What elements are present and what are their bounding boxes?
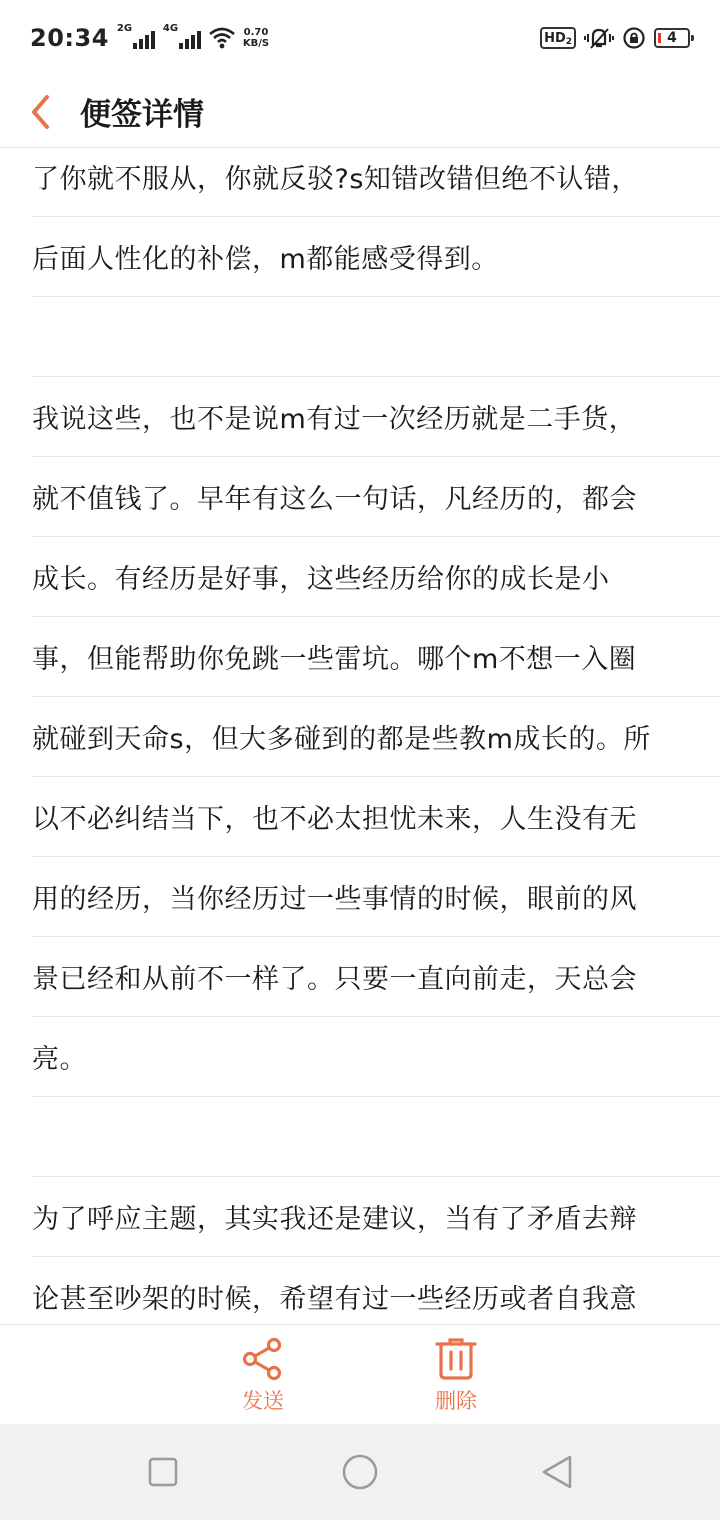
network-speed [243,27,269,49]
note-line: 事，但能帮助你免跳一些雷坑。哪个m不想一入圈 [32,617,720,697]
wifi-icon [209,27,235,49]
hd-label: HD [544,31,566,46]
hd-voice-icon [540,27,576,49]
sim2-network-label: 4G [162,23,179,34]
send-button[interactable] [213,1337,313,1415]
clock: 20:34 [30,24,109,52]
rotation-lock-icon [622,26,646,50]
delete-label: 删除 [435,1389,477,1413]
note-line: 景已经和从前不一样了。只要一直向前走，天总会 [32,937,720,1017]
note-line: 我说这些，也不是说m有过一次经历就是二手货， [32,377,720,457]
network-speed-unit: KB/S [242,38,270,49]
note-line: 成长。有经历是好事，这些经历给你的成长是小 [32,537,720,617]
bottom-action-bar [0,1324,720,1424]
send-label: 发送 [242,1389,284,1413]
status-right [540,26,690,50]
battery-icon [654,28,690,48]
system-navigation-bar [0,1424,720,1520]
share-icon [241,1337,285,1381]
triangle-left-icon [540,1454,574,1490]
note-line: 用的经历，当你经历过一些事情的时候，眼前的风 [32,857,720,937]
signal-sim1-icon [116,23,155,49]
signal-sim2-icon [162,23,201,49]
note-line: 就不值钱了。早年有这么一句话，凡经历的，都会 [32,457,720,537]
circle-icon [341,1453,379,1491]
chevron-left-icon [29,94,51,130]
page-title: 便签详情 [80,97,204,133]
battery-level: 4 [667,30,677,46]
vibrate-icon [584,26,614,50]
note-line: 以不必纠结当下，也不必太担忧未来，人生没有无 [32,777,720,857]
note-line: 了你就不服从，你就反驳?s知错改错但绝不认错， [32,137,720,217]
note-line: 为了呼应主题，其实我还是建议，当有了矛盾去辩 [32,1177,720,1257]
note-line [32,1097,720,1177]
sim1-network-label: 2G [116,23,133,34]
home-button[interactable] [340,1452,380,1492]
note-line [32,297,720,377]
square-icon [147,1456,179,1488]
recents-button[interactable] [143,1452,183,1492]
hd-sub-label: 2 [565,37,572,47]
status-bar [0,0,720,76]
delete-button[interactable] [406,1337,506,1415]
note-line: 论甚至吵架的时候，希望有过一些经历或者自我意 [32,1257,720,1337]
note-line: 亮。 [32,1017,720,1097]
note-content[interactable] [32,137,720,1337]
note-line: 后面人性化的补偿，m都能感受得到。 [32,217,720,297]
trash-icon [434,1337,478,1381]
nav-back-button[interactable] [537,1452,577,1492]
status-left [30,24,269,52]
network-speed-value: 0.70 [243,27,269,38]
note-line: 就碰到天命s，但大多碰到的都是些教m成长的。所 [32,697,720,777]
